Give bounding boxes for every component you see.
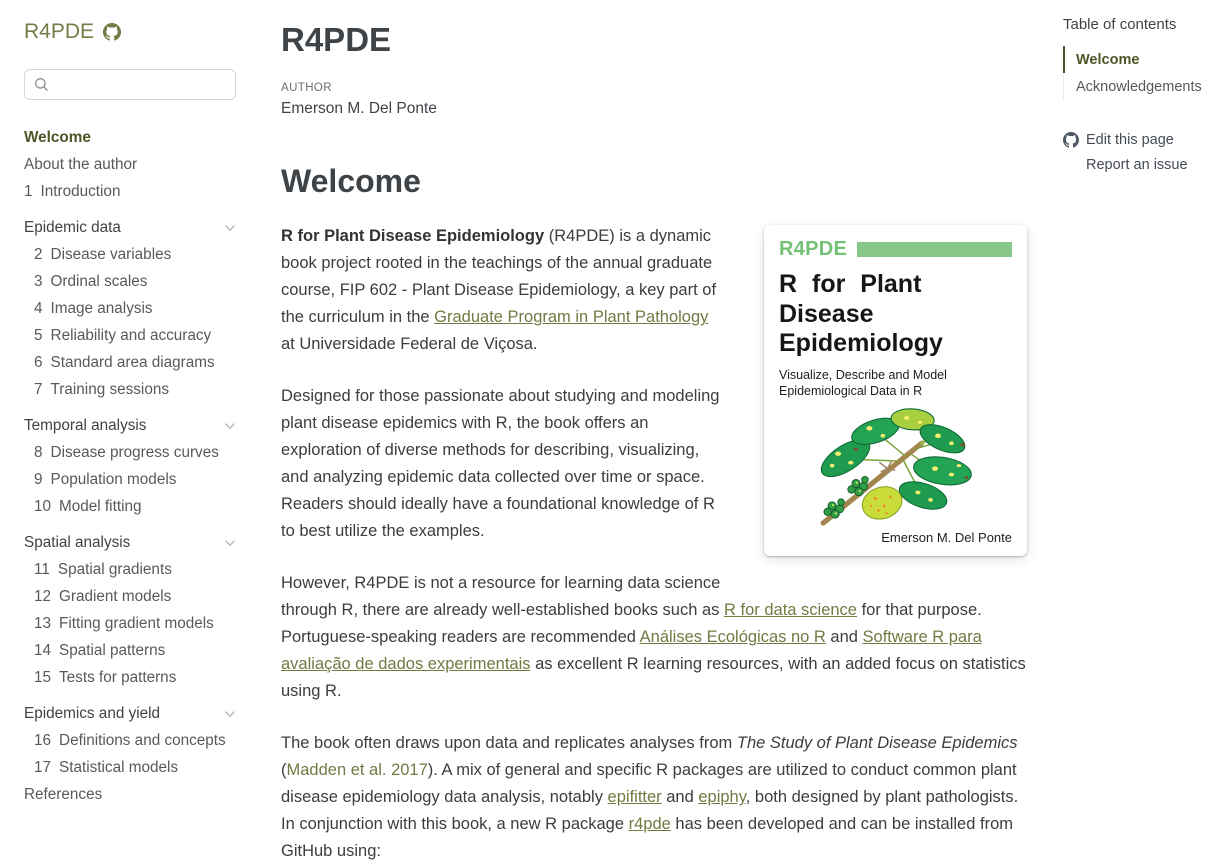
paragraph [281, 570, 1027, 705]
chapter-number: 5 [34, 326, 43, 344]
chapter-number: 8 [34, 443, 43, 461]
toc-action-edit-this-page[interactable] [1063, 127, 1220, 152]
inline-link[interactable]: r4pde [628, 815, 671, 834]
text: (R4PDE) is a dynamic book project rooted in the teachings of the annual graduate course, FIP 602 - Plant Disease Epidemiology, a key part of the curriculum in the [281, 227, 717, 327]
chevron-down-icon[interactable] [224, 420, 236, 432]
sidebar-item-fitting-gradient-models[interactable] [24, 610, 236, 637]
chapter-number: 17 [34, 758, 52, 776]
bold-text: R for Plant Disease Epidemiology [281, 227, 545, 246]
text: for that purpose. Portuguese-speaking readers are recommended [281, 601, 982, 647]
sidebar-item-reliability-and-accuracy[interactable] [24, 322, 236, 349]
chapter-number: 7 [34, 380, 43, 398]
sidebar-item-image-analysis[interactable] [24, 295, 236, 322]
sidebar-item-welcome[interactable] [24, 124, 236, 151]
sidebar-item-label: Welcome [24, 128, 91, 146]
sidebar-item-definitions-and-concepts[interactable] [24, 727, 236, 754]
sidebar-book-title[interactable]: R4PDE [24, 20, 95, 43]
toc-list [1063, 46, 1220, 100]
text: as excellent R learning resources, with an added focus on statistics using R. [281, 655, 1026, 701]
text: , both designed by plant pathologists. In conjunction with this book, a new R package [281, 788, 1019, 834]
sidebar-part-epidemics-and-yield[interactable] [24, 700, 236, 727]
chapter-number: 2 [34, 245, 43, 263]
text: has been developed and can be installed from GitHub using: [281, 815, 1013, 861]
sidebar-item-disease-variables[interactable] [24, 241, 236, 268]
chevron-down-icon[interactable] [224, 222, 236, 234]
sidebar-item-label: Population models [50, 470, 177, 488]
cover-title: R for Plant Disease Epidemiology [779, 270, 943, 358]
sidebar-item-label: Image analysis [50, 299, 153, 317]
sidebar-item-label: References [24, 785, 103, 803]
sidebar-item-label: Fitting gradient models [59, 614, 214, 632]
sidebar-item-label: Model fitting [59, 497, 142, 515]
toc-action-label: Report an issue [1086, 156, 1188, 173]
sidebar-item-standard-area-diagrams[interactable] [24, 349, 236, 376]
toc-item-welcome[interactable]: Welcome [1063, 46, 1220, 73]
text: at Universidade Federal de Viçosa. [281, 335, 538, 354]
sidebar-item-label: Ordinal scales [50, 272, 148, 290]
chapter-number: 4 [34, 299, 43, 317]
book-title: R4PDE [281, 21, 392, 58]
text: and [661, 788, 699, 807]
chapter-number: 15 [34, 668, 52, 686]
sidebar-item-label: Definitions and concepts [59, 731, 226, 749]
sidebar-item-gradient-models[interactable] [24, 583, 236, 610]
chapter-number: 10 [34, 497, 52, 515]
cover-author: Emerson M. Del Ponte [881, 530, 1012, 546]
cover-green-bar [857, 242, 1012, 257]
chevron-down-icon[interactable] [224, 708, 236, 720]
cover-brand: R4PDE [779, 238, 848, 261]
chapter-number: 12 [34, 587, 52, 605]
sidebar-item-training-sessions[interactable] [24, 376, 236, 403]
toc-item-acknowledgements[interactable]: Acknowledgements [1063, 73, 1220, 100]
inline-link[interactable]: epifitter [607, 788, 662, 807]
paragraph [281, 730, 1027, 865]
sidebar-item-label: Gradient models [59, 587, 172, 605]
sidebar-item-label: About the author [24, 155, 138, 173]
book-cover-image [764, 225, 1027, 556]
sidebar-item-label: Introduction [40, 182, 121, 200]
cover-subtitle: Visualize, Describe and Model Epidemiological Data in R [779, 367, 947, 399]
sidebar-item-spatial-patterns[interactable] [24, 637, 236, 664]
sidebar-item-model-fitting[interactable] [24, 493, 236, 520]
author-label: AUTHOR [281, 82, 332, 95]
text: However, R4PDE is not a resource for learning data science through R, there are already well-established books such as [281, 574, 724, 620]
page-title: Welcome [281, 163, 421, 200]
sidebar-item-label: Reliability and accuracy [50, 326, 212, 344]
citation-link[interactable]: Madden et al. 2017 [286, 761, 428, 780]
sidebar-item-label: Tests for patterns [59, 668, 177, 686]
toc-actions [1063, 127, 1220, 177]
sidebar-header [24, 20, 236, 44]
github-icon [1063, 132, 1079, 148]
sidebar [0, 0, 260, 846]
sidebar-part-label: Spatial analysis [24, 533, 131, 551]
chapter-number: 3 [34, 272, 43, 290]
sidebar-item-label: Spatial patterns [59, 641, 166, 659]
text: Designed for those passionate about studying and modeling plant disease epidemics with R, the book offers an exploration of diverse methods for describing, visualizing, and analyzing epidemic data collected over time or space. Readers should ideally have a foundational knowledge of R to best utilize the examples. [281, 387, 720, 541]
search-icon [34, 77, 49, 92]
inline-link[interactable]: epiphy [698, 788, 746, 807]
main-content [281, 0, 1027, 861]
toc-action-report-an-issue[interactable] [1063, 152, 1220, 177]
chapter-number: 13 [34, 614, 52, 632]
sidebar-part-epidemic-data[interactable] [24, 214, 236, 241]
chapter-number: 11 [34, 560, 50, 578]
italic-text: The Study of Plant Disease Epidemics [736, 734, 1018, 753]
coffee-branch-illustration [779, 400, 1012, 531]
chapter-number: 16 [34, 731, 52, 749]
sidebar-item-references[interactable] [24, 781, 236, 808]
sidebar-item-disease-progress-curves[interactable] [24, 439, 236, 466]
inline-link[interactable]: Análises Ecológicas no R [639, 628, 826, 647]
sidebar-item-label: Disease progress curves [50, 443, 219, 461]
sidebar-item-ordinal-scales[interactable] [24, 268, 236, 295]
sidebar-item-label: Disease variables [50, 245, 172, 263]
search-input[interactable] [55, 76, 226, 94]
inline-link[interactable]: Software R para avaliação de dados experimentais [281, 628, 982, 674]
sidebar-item-population-models[interactable] [24, 466, 236, 493]
inline-link[interactable]: R for data science [724, 601, 857, 620]
sidebar-part-label: Temporal analysis [24, 416, 147, 434]
sidebar-item-introduction[interactable] [24, 178, 236, 205]
toc-title: Table of contents [1063, 16, 1177, 33]
text: The book often draws upon data and replicates analyses from [281, 734, 737, 753]
sidebar-nav [24, 124, 236, 808]
text: ). A mix of general and specific R packages are utilized to conduct common plant disease epidemiology data analysis, notably [281, 761, 1017, 807]
author-name: Emerson M. Del Ponte [281, 100, 437, 118]
table-of-contents [1063, 0, 1220, 846]
github-icon[interactable] [103, 23, 121, 41]
sidebar-item-tests-for-patterns[interactable] [24, 664, 236, 691]
sidebar-item-about-the-author[interactable] [24, 151, 236, 178]
sidebar-part-temporal-analysis[interactable] [24, 412, 236, 439]
chapter-number: 9 [34, 470, 43, 488]
text: ( [281, 761, 287, 780]
cover-header [779, 238, 1012, 261]
chevron-down-icon[interactable] [224, 537, 236, 549]
chapter-number: 6 [34, 353, 43, 371]
chapter-number: 14 [34, 641, 52, 659]
text: and [825, 628, 863, 647]
sidebar-part-label: Epidemic data [24, 218, 121, 236]
sidebar-item-label: Statistical models [59, 758, 179, 776]
sidebar-item-label: Spatial gradients [57, 560, 172, 578]
inline-link[interactable]: Graduate Program in Plant Pathology [434, 308, 709, 327]
chapter-number: 1 [24, 182, 33, 200]
sidebar-item-label: Training sessions [50, 380, 169, 398]
sidebar-part-label: Epidemics and yield [24, 704, 161, 722]
content-body [281, 223, 1027, 865]
sidebar-item-spatial-gradients[interactable] [24, 556, 236, 583]
sidebar-item-label: Standard area diagrams [50, 353, 215, 371]
toc-action-label: Edit this page [1086, 131, 1174, 148]
sidebar-item-statistical-models[interactable] [24, 754, 236, 781]
search-box[interactable] [24, 69, 236, 100]
sidebar-part-spatial-analysis[interactable] [24, 529, 236, 556]
